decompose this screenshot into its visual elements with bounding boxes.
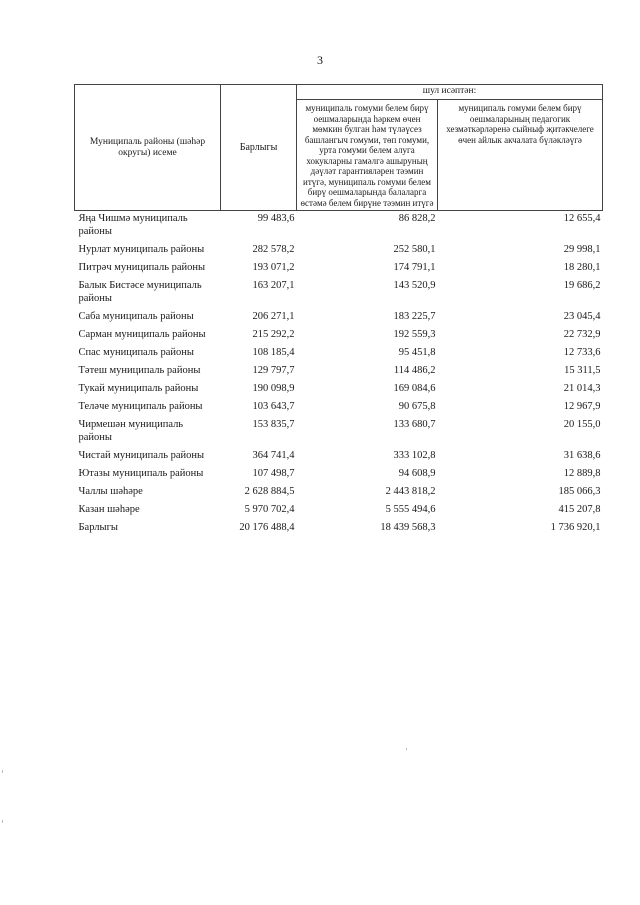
row-name-cell: Сарман муниципаль районы [78,329,206,340]
row-class-teacher-bonus-cell: 12 655,4 [563,213,601,224]
page-number: 3 [317,53,323,67]
table-row [75,498,603,516]
row-total-cell: 103 643,7 [252,401,295,412]
row-class-teacher-bonus-cell: 31 638,6 [563,450,601,461]
table-row [75,395,603,413]
scan-artifact [2,770,3,773]
row-name-cell: Питрәч муниципаль районы [78,262,206,273]
row-general-education-cell: 183 225,7 [393,311,436,322]
row-general-education-cell: 2 443 818,2 [385,486,436,497]
header-name-column: Муниципаль районы (шәһәр округы) исеме [75,85,221,211]
row-name-cell: Тукай муниципаль районы [78,383,199,394]
header-general-education-column: муниципаль гомуми белем бирү оешмаларында һәркем өчен мөмкин булган һәм түләүсез башлангыч гомуми, төп гомуми, урта гомуми белем алуга хокукларны гамәлгә ашыруның дәүләт гарантияләрен тәэмин итүгә, муниципаль гомуми белем бирү оешмаларында балаларга өстәмә белем бирүне тәэмин итүгә [297,100,438,211]
table-row [75,305,603,323]
row-general-education-cell: 192 559,3 [393,329,436,340]
table-row [75,359,603,377]
row-total-cell: 129 797,7 [252,365,295,376]
row-general-education-cell: 174 791,1 [393,262,436,273]
table-row [75,211,603,239]
table-row [75,274,603,305]
row-class-teacher-bonus-cell: 18 280,1 [563,262,601,273]
row-name-cell: Тәтеш муниципаль районы [78,365,201,376]
table-row [75,516,603,534]
table-row [75,462,603,480]
row-total-cell: 364 741,4 [252,450,295,461]
table-row [75,444,603,462]
table-row [75,238,603,256]
row-class-teacher-bonus-cell: 415 207,8 [558,504,601,515]
row-total-cell: 163 207,1 [252,280,295,291]
row-class-teacher-bonus-cell: 1 736 920,1 [550,522,601,533]
row-class-teacher-bonus-cell: 19 686,2 [563,280,601,291]
row-general-education-cell: 333 102,8 [393,450,436,461]
row-general-education-cell: 95 451,8 [398,347,436,358]
row-class-teacher-bonus-cell: 29 998,1 [563,244,601,255]
row-total-cell: 99 483,6 [257,213,295,224]
row-total-cell: 193 071,2 [252,262,295,273]
row-name-cell: Барлыгы [78,522,118,533]
row-name-cell: Ютазы муниципаль районы [78,468,204,479]
row-general-education-cell: 18 439 568,3 [380,522,436,533]
row-total-cell: 20 176 488,4 [239,522,295,533]
row-name-cell: Теләче муниципаль районы [78,401,203,412]
row-name-cell: Казан шәһәре [78,504,140,515]
header-of-which: шул исәптән: [297,85,603,100]
row-total-cell: 107 498,7 [252,468,295,479]
row-name-cell: Спас муниципаль районы [78,347,194,358]
table-row [75,377,603,395]
row-name-cell: Балык Бистәсе муниципаль районы [78,280,202,304]
table-row [75,256,603,274]
row-total-cell: 282 578,2 [252,244,295,255]
row-general-education-cell: 143 520,9 [393,280,436,291]
row-total-cell: 206 271,1 [252,311,295,322]
budget-table-container [74,84,602,534]
row-total-cell: 2 628 884,5 [244,486,295,497]
row-total-cell: 153 835,7 [252,419,295,430]
row-general-education-cell: 252 580,1 [393,244,436,255]
row-general-education-cell: 90 675,8 [398,401,436,412]
row-total-cell: 5 970 702,4 [244,504,295,515]
row-class-teacher-bonus-cell: 12 733,6 [563,347,601,358]
row-name-cell: Нурлат муниципаль районы [78,244,205,255]
scan-artifact [406,748,407,750]
row-total-cell: 215 292,2 [252,329,295,340]
row-class-teacher-bonus-cell: 12 889,8 [563,468,601,479]
scan-artifact [2,820,3,823]
row-name-cell: Яңа Чишмә муниципаль районы [78,213,188,237]
table-row [75,341,603,359]
table-row [75,323,603,341]
row-total-cell: 108 185,4 [252,347,295,358]
row-name-cell: Саба муниципаль районы [78,311,194,322]
row-name-cell: Чистай муниципаль районы [78,450,205,461]
row-name-cell: Чирмешән муниципаль районы [78,419,184,443]
row-class-teacher-bonus-cell: 22 732,9 [563,329,601,340]
row-class-teacher-bonus-cell: 21 014,3 [563,383,601,394]
budget-table [74,84,603,534]
table-body [75,211,603,535]
row-general-education-cell: 94 608,9 [398,468,436,479]
row-name-cell: Чаллы шәһәре [78,486,143,497]
row-class-teacher-bonus-cell: 23 045,4 [563,311,601,322]
row-general-education-cell: 133 680,7 [393,419,436,430]
row-class-teacher-bonus-cell: 12 967,9 [563,401,601,412]
row-class-teacher-bonus-cell: 20 155,0 [563,419,601,430]
row-total-cell: 190 098,9 [252,383,295,394]
header-total-column: Барлыгы [221,85,297,211]
table-header [75,85,603,211]
table-row [75,480,603,498]
row-class-teacher-bonus-cell: 15 311,5 [564,365,601,376]
header-class-teacher-bonus-column: муниципаль гомуми белем бирү оешмаларының педагогик хезмәткәрләренә сыйныф җитәкчелеге өчен айлык акчалата бүләкләүгә [438,100,603,211]
row-general-education-cell: 86 828,2 [398,213,436,224]
table-row [75,413,603,444]
row-general-education-cell: 169 084,6 [393,383,436,394]
row-general-education-cell: 5 555 494,6 [385,504,436,515]
row-class-teacher-bonus-cell: 185 066,3 [558,486,601,497]
row-general-education-cell: 114 486,2 [393,365,436,376]
